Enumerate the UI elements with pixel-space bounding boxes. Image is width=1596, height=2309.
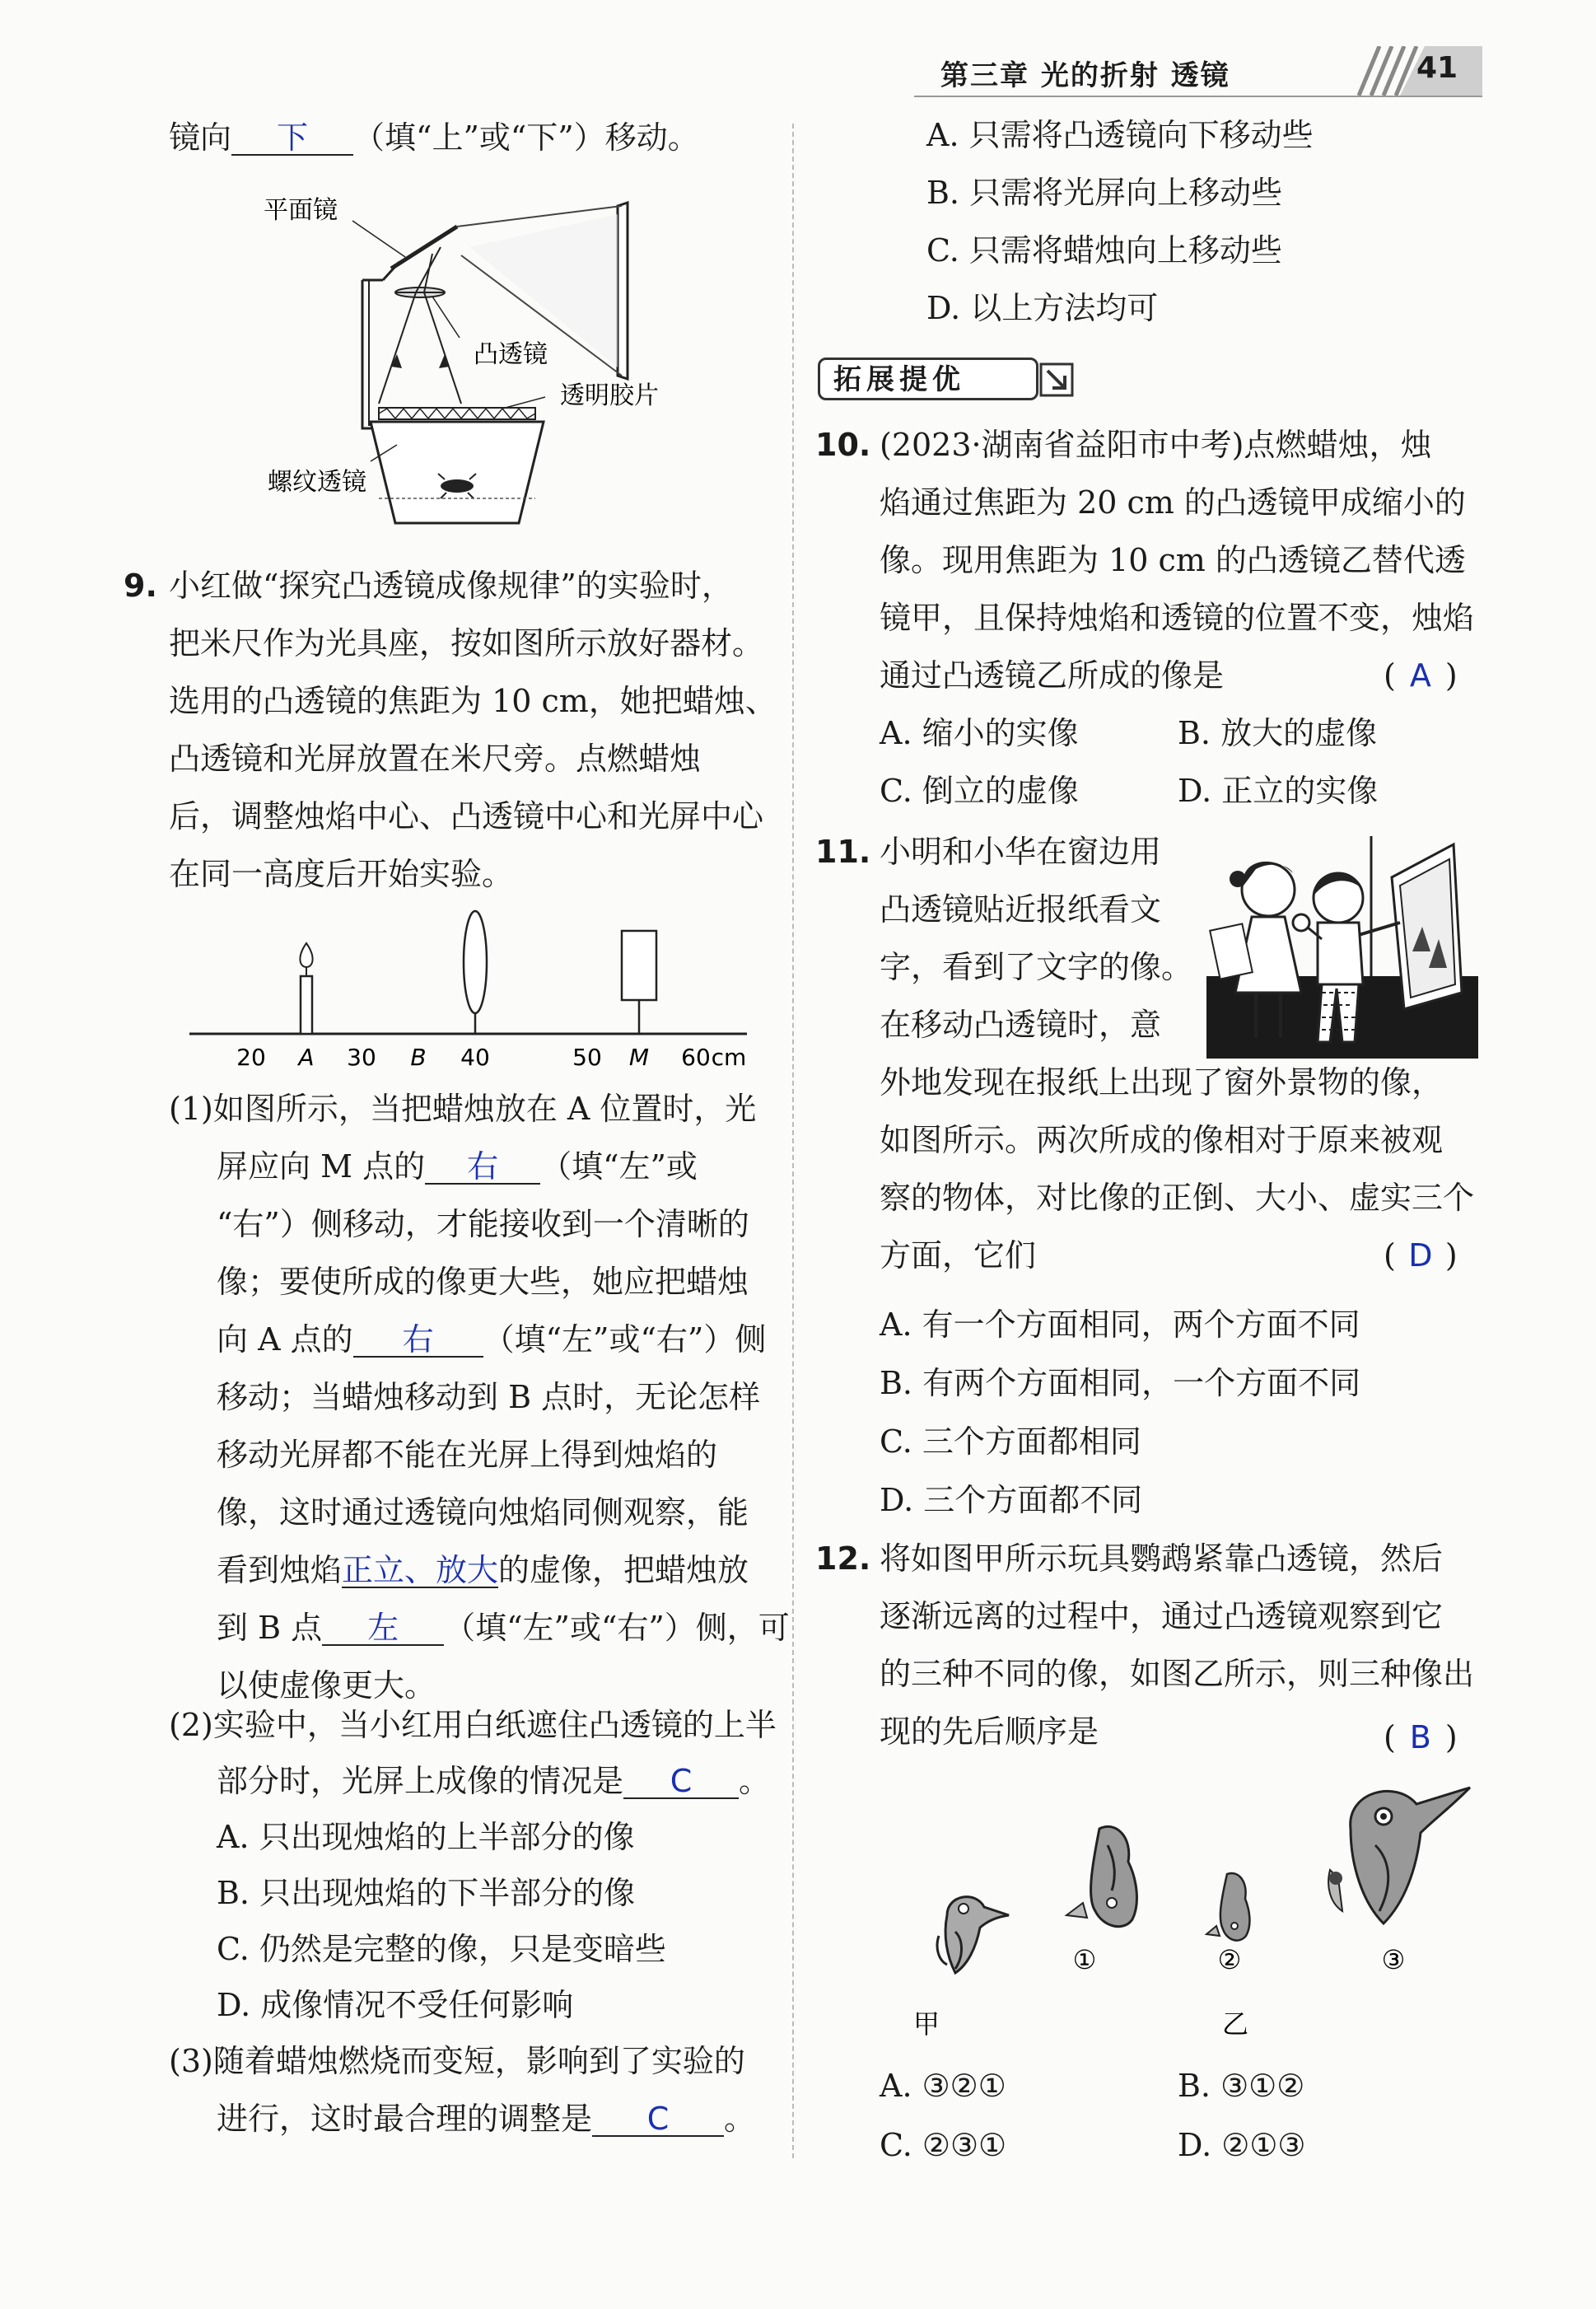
answer-blank: C [623, 1764, 739, 1799]
q9-line: 凸透镜和光屏放置在米尺旁。点燃蜡烛 [169, 741, 702, 777]
arrow-icon [1039, 362, 1074, 397]
continuation-line: 镜向 下 （填“上”或“下”）移动。 [169, 119, 699, 156]
figure-caption: ① [1072, 1944, 1097, 1975]
tick-unit: cm [711, 1044, 747, 1071]
tick-label: A [298, 1044, 315, 1071]
tick-label: B [410, 1044, 427, 1071]
answer-blank: 左 [322, 1611, 444, 1646]
candle [300, 943, 312, 1034]
page-header [922, 46, 1482, 96]
q9-line: 小红做“探究凸透镜成像规律”的实验时， [169, 568, 733, 604]
tick-label: 40 [460, 1044, 490, 1071]
option: D. 成像情况不受任何影响 [217, 1987, 574, 2023]
q9-number: 9. [124, 568, 157, 604]
answer-blank: 右 [425, 1150, 540, 1185]
chapter-title: 第三章 光的折射 透镜 [940, 59, 1230, 92]
header-rule [914, 96, 1482, 97]
q9-line: 选用的凸透镜的焦距为 10 cm，她把蜡烛、 [169, 683, 777, 719]
option: C. ②③① [880, 2127, 1007, 2163]
q10-number: 10. [815, 427, 871, 463]
light-screen [622, 931, 656, 1000]
parrot-figure [881, 1771, 1482, 2051]
option: B. 放大的虚像 [1178, 715, 1378, 751]
q9-line: 后，调整烛焰中心、凸透镜中心和光屏中心 [169, 798, 764, 834]
option: C. 只需将蜡烛向上移动些 [926, 232, 1282, 269]
q11-answer: ( D ) [1384, 1237, 1458, 1274]
label-mirror: 平面镜 [264, 196, 338, 225]
label-film: 透明胶片 [560, 381, 659, 410]
option: B. ③①② [1178, 2068, 1305, 2104]
parrot-original [937, 1897, 1009, 1973]
screen [618, 203, 628, 379]
column-divider [792, 124, 794, 2158]
option: A. 有一个方面相同，两个方面不同 [880, 1306, 1360, 1343]
section-badge: 拓展提优 [818, 358, 1038, 400]
label-lens: 凸透镜 [474, 340, 548, 369]
option: C. 仍然是完整的像，只是变暗些 [217, 1931, 666, 1967]
figure-caption: 甲 [912, 2008, 940, 2040]
tick-label: M [628, 1044, 650, 1071]
answer-blank: C [592, 2102, 724, 2137]
q11-number: 11. [815, 834, 871, 870]
convex-lens [464, 911, 487, 1013]
q9-line: 在同一高度后开始实验。 [169, 856, 514, 892]
option: D. 三个方面都不同 [880, 1482, 1143, 1518]
figure-caption: ② [1217, 1944, 1242, 1975]
option: A. 只需将凸透镜向下移动些 [926, 117, 1314, 153]
q9-line: 把米尺作为光具座，按如图所示放好器材。 [169, 625, 764, 661]
option: B. 只出现烛焰的下半部分的像 [217, 1875, 636, 1911]
figure-caption: 乙 [1221, 2008, 1249, 2040]
projector-base [371, 422, 544, 523]
tick-label: 20 [236, 1044, 266, 1071]
answer-blank: 右 [353, 1323, 483, 1358]
option: B. 只需将光屏向上移动些 [926, 175, 1283, 211]
q12-number: 12. [815, 1540, 871, 1577]
option: A. 只出现烛焰的上半部分的像 [217, 1819, 635, 1855]
option: C. 倒立的虚像 [880, 773, 1079, 809]
optical-bench-figure [185, 906, 762, 1071]
answer-blank: 正立、放大 [342, 1552, 499, 1588]
option: D. 以上方法均可 [926, 290, 1159, 326]
tick-label: 30 [347, 1044, 376, 1071]
answer-blank: 下 [231, 121, 353, 156]
option: A. 缩小的实像 [880, 715, 1079, 751]
option: D. 正立的实像 [1178, 773, 1379, 809]
parrot-image-1 [1066, 1826, 1136, 1926]
q12-answer: ( B ) [1384, 1719, 1458, 1755]
projector-figure [255, 181, 749, 535]
tick-label: 60 [681, 1044, 711, 1071]
page-number: 41 [1416, 51, 1458, 85]
option: C. 三个方面都相同 [880, 1423, 1141, 1460]
tick-label: 50 [572, 1044, 602, 1071]
option: B. 有两个方面相同，一个方面不同 [880, 1365, 1361, 1401]
option: D. ②①③ [1178, 2127, 1306, 2163]
q10-answer: ( A ) [1384, 657, 1458, 694]
figure-caption: ③ [1381, 1944, 1406, 1975]
header-stripes [1334, 46, 1482, 96]
parrot-image-2 [1206, 1873, 1249, 1941]
option: A. ③②① [880, 2068, 1006, 2104]
label-screw-lens: 螺纹透镜 [268, 468, 366, 497]
window-scene-illustration [1206, 828, 1478, 1059]
parrot-image-3 [1328, 1788, 1470, 1923]
mirror [391, 227, 457, 269]
